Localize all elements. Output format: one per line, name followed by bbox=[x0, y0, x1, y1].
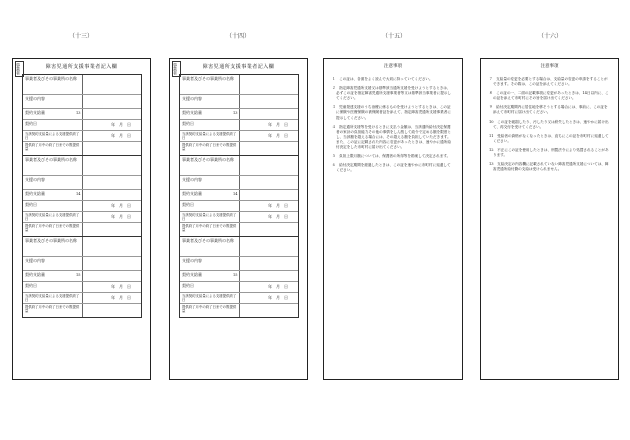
remaining-label: 提供終了月中の終了日までの既提供量 bbox=[180, 142, 240, 155]
entry-number: 15 bbox=[76, 273, 81, 277]
amount-label: 契約支給量 bbox=[23, 190, 83, 200]
provider-label: 事業者及びその事業所の名称 bbox=[23, 156, 83, 175]
panel-title: 障害児通所支援事業者記入欄 bbox=[202, 64, 275, 70]
remaining-label: 提供終了月中の終了日までの既提供量 bbox=[180, 304, 240, 317]
remaining-label: 提供終了月中の終了日までの既提供量 bbox=[23, 223, 83, 236]
end-date-value: 年 月 日 bbox=[111, 133, 131, 138]
contract-date-value: 年 月 日 bbox=[268, 203, 288, 208]
end-date-label: 当該契約支給量による支援提供終了日 bbox=[180, 293, 240, 303]
contract-date-value: 年 月 日 bbox=[268, 284, 288, 289]
note-item: ２ 指定障害児通所支援又は基準該当通所支援を受けようとするときは、必ずこの証を指定障害児通所支援事業者等又は基準該当事業者に提示してください。 bbox=[332, 86, 451, 101]
record-section bbox=[23, 237, 141, 317]
end-date-value: 年 月 日 bbox=[268, 295, 288, 300]
notes-panel-16 bbox=[480, 58, 619, 380]
amount-label: 契約支給量 bbox=[23, 271, 83, 281]
note-item: 13 支給決定の内容欄に記載されていない障害児通所支援については、障害児通所給付費の支給は受けられません。 bbox=[489, 162, 609, 172]
side-tag: 事業者 bbox=[15, 61, 24, 77]
panel-title: 障害児通所支援事業者記入欄 bbox=[45, 64, 118, 70]
contract-date-value: 年 月 日 bbox=[268, 122, 288, 127]
notes-title: 注意事項 bbox=[384, 64, 402, 69]
end-date-value: 年 月 日 bbox=[268, 133, 288, 138]
end-date-label: 当該契約支給量による支援提供終了日 bbox=[180, 212, 240, 222]
provider-label: 事業者及びその事業所の名称 bbox=[23, 237, 83, 256]
contract-date-label: 契約日 bbox=[23, 282, 83, 292]
amount-label: 契約支給量 bbox=[180, 109, 240, 119]
note-item: 11 受給者の資格がなくなったときは、直ちにこの証を市町村に返還してください。 bbox=[489, 133, 609, 143]
content-label: 支援の内容 bbox=[180, 176, 240, 189]
note-item: 12 不正にこの証を使用したときは、刑罰法令により処罰されることがあります。 bbox=[489, 147, 609, 158]
provider-label: 事業者及びその事業所の名称 bbox=[180, 75, 240, 94]
end-date-value: 年 月 日 bbox=[111, 214, 131, 219]
end-date-value: 年 月 日 bbox=[111, 295, 131, 300]
contract-date-label: 契約日 bbox=[180, 120, 240, 130]
remaining-label: 提供終了月中の終了日までの既提供量 bbox=[180, 223, 240, 236]
note-item: ９ 給付決定期間内に居住地を移そうとする場合には、事前に、この証を添えて市町村に届け出てください。 bbox=[489, 105, 608, 115]
provider-value bbox=[83, 75, 141, 94]
content-value bbox=[83, 95, 141, 108]
note-item: ８ この証の一、二面の記載事項に変更があったときは、14日以内に、この証を添えて市町村にその旨を届け出てください。 bbox=[489, 91, 609, 101]
contract-date-value: 年 月 日 bbox=[111, 122, 131, 127]
provider-label: 事業者及びその事業所の名称 bbox=[180, 156, 240, 175]
contract-date-label: 契約日 bbox=[180, 201, 240, 211]
record-section bbox=[180, 237, 298, 317]
end-date-label: 当該契約支給量による支援提供終了日 bbox=[23, 131, 83, 141]
note-item: ４ 指定通所支援等を受けるときに支払う金額は、当該通所給付決定保護者の家計の負担能力その他の事情をしん酌して政令で定める額を限度とし、当該額を超える場合には、その超える額を負担していただきます。また、この証に記載された内容に変更があったときは、速やかに通所給付決定をした市町村に届け出てください。 bbox=[332, 124, 451, 150]
provider-label: 事業者及びその事業所の名称 bbox=[180, 237, 240, 256]
end-date-label: 当該契約支給量による支援提供終了日 bbox=[23, 293, 83, 303]
record-form-panel-13 bbox=[12, 58, 151, 380]
entry-number: 14 bbox=[76, 192, 81, 196]
note-item: ６ 給付決定期間を経過したときは、この証を速やかに市町村に返還してください。 bbox=[332, 163, 451, 173]
content-label: 支援の内容 bbox=[23, 95, 83, 108]
remaining-label: 提供終了月中の終了日までの既提供量 bbox=[23, 304, 83, 317]
page-number-15: （十五） bbox=[381, 33, 406, 40]
record-table bbox=[179, 74, 299, 318]
notes-title: 注意事項 bbox=[540, 64, 559, 69]
content-label: 支援の内容 bbox=[180, 257, 240, 270]
entry-number: 13 bbox=[76, 111, 81, 115]
content-label: 支援の内容 bbox=[180, 95, 240, 108]
notes-list bbox=[489, 77, 610, 176]
note-item: ７ 支給量の変更を必要とする場合は、支給量の変更の申請をすることができます。その際は、この証を添えてください。 bbox=[489, 77, 608, 87]
entry-number: 13 bbox=[233, 111, 238, 115]
side-tag: 事業者 bbox=[172, 61, 181, 77]
page-number-16: （十六） bbox=[537, 33, 562, 40]
note-item: 10 この証を破損したり、汚したり又は紛失したときは、速やかに届け出て、再交付を受けてください。 bbox=[489, 119, 609, 129]
content-label: 支援の内容 bbox=[23, 176, 83, 189]
provider-label: 事業者及びその事業所の名称 bbox=[23, 75, 83, 94]
record-form-panel-14 bbox=[169, 58, 308, 380]
record-section bbox=[180, 75, 298, 156]
end-date-value: 年 月 日 bbox=[268, 214, 288, 219]
notes-list bbox=[332, 77, 454, 177]
contract-date-label: 契約日 bbox=[180, 282, 240, 292]
record-table bbox=[22, 74, 142, 318]
record-section bbox=[23, 156, 141, 237]
page-number-13: （十三） bbox=[68, 33, 93, 40]
contract-date-value: 年 月 日 bbox=[111, 284, 131, 289]
note-item: ３ 児童発達支援のうち治療に係るものを受けようとするときは、この証に保険や医療保険の被保険者証を添えて、指定障害児通所支援事業者に提示してください。 bbox=[332, 105, 451, 120]
end-date-label: 当該契約支給量による支援提供終了日 bbox=[180, 131, 240, 141]
contract-date-label: 契約日 bbox=[23, 201, 83, 211]
notes-panel-15 bbox=[323, 58, 463, 380]
entry-number: 14 bbox=[233, 192, 238, 196]
note-item: ５ 負担上限月額については、保護者の所得等を勘案して決定されます。 bbox=[332, 154, 451, 159]
amount-label: 契約支給量 bbox=[23, 109, 83, 119]
entry-number: 15 bbox=[233, 273, 238, 277]
contract-date-value: 年 月 日 bbox=[111, 203, 131, 208]
content-label: 支援の内容 bbox=[23, 257, 83, 270]
end-date-label: 当該契約支給量による支援提供終了日 bbox=[23, 212, 83, 222]
amount-label: 契約支給量 bbox=[180, 190, 240, 200]
remaining-label: 提供終了月中の終了日までの既提供量 bbox=[23, 142, 83, 155]
contract-date-label: 契約日 bbox=[23, 120, 83, 130]
note-item: １ この証は、各面をよく読んで大切に持っていてください。 bbox=[332, 77, 433, 81]
record-section bbox=[23, 75, 141, 156]
page-number-14: （十四） bbox=[225, 33, 250, 40]
record-section bbox=[180, 156, 298, 237]
remaining-value bbox=[83, 142, 141, 155]
amount-label: 契約支給量 bbox=[180, 271, 240, 281]
